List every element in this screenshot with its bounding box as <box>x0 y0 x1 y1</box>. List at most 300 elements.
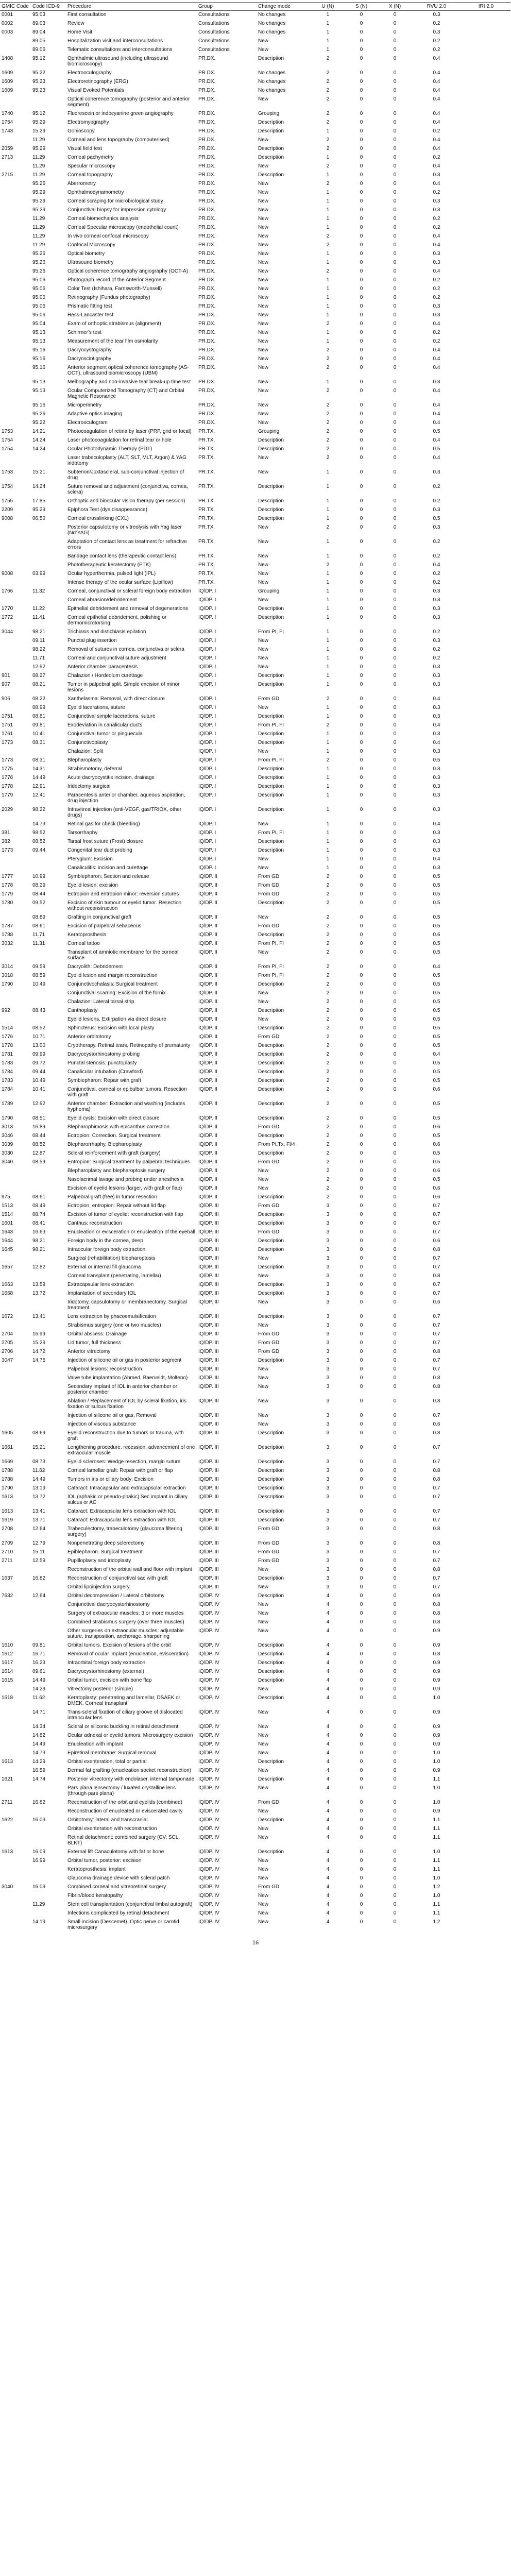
x-count-cell: 0 <box>393 38 397 44</box>
u-count-cell: 3 <box>326 1229 330 1235</box>
rvu-cell: 0.7 <box>433 1445 440 1450</box>
page-number: 16 <box>252 1940 259 1946</box>
table-row <box>0 1298 510 1313</box>
procedure-cell: Congenital tear duct probing <box>67 848 132 853</box>
s-count-cell: 0 <box>360 1660 363 1666</box>
procedure-cell: Combined corneal and vitreoretinal surgery <box>67 1884 166 1890</box>
iri-cell <box>462 1516 510 1525</box>
iri-cell <box>462 1357 510 1365</box>
procedure-cell: Orbitotomy: lateral and transcranial <box>67 1817 148 1823</box>
table-row <box>0 1059 510 1068</box>
u-count-cell: 1 <box>326 12 330 18</box>
change-mode-cell: New <box>258 1709 269 1715</box>
x-count-cell: 0 <box>393 411 397 417</box>
iri-cell <box>462 189 510 197</box>
iri-cell <box>462 401 510 410</box>
gmic-code-cell: 1657 <box>2 1264 13 1270</box>
table-row <box>0 387 510 401</box>
u-count-cell: 2 <box>326 1034 330 1040</box>
u-count-cell: 4 <box>326 1867 330 1872</box>
icd9-code-cell: 95.22 <box>32 420 46 426</box>
iri-cell <box>462 1458 510 1467</box>
icd9-code-cell <box>31 855 66 864</box>
table-row <box>0 1272 510 1281</box>
u-count-cell: 2 <box>326 1025 330 1031</box>
iri-cell <box>462 948 510 963</box>
x-count-cell: 0 <box>393 1817 397 1823</box>
iri-cell <box>462 454 510 468</box>
s-count-cell: 0 <box>360 673 363 679</box>
gmic-code-cell <box>0 646 31 654</box>
u-count-cell: 1 <box>326 606 330 612</box>
rvu-cell: 0.2 <box>433 225 440 230</box>
group-cell: IQ/DP. I <box>198 682 216 687</box>
iri-cell <box>462 241 510 250</box>
u-count-cell: 1 <box>326 312 330 318</box>
change-mode-cell: New <box>258 950 269 955</box>
u-count-cell: 4 <box>326 1750 330 1756</box>
icd9-code-cell <box>31 1627 66 1641</box>
s-count-cell: 0 <box>360 70 363 76</box>
table-row <box>0 189 510 197</box>
x-count-cell: 0 <box>393 1575 397 1581</box>
change-mode-cell: Description <box>258 1477 284 1482</box>
rvu-cell: 1.0 <box>433 1893 440 1899</box>
u-count-cell: 1 <box>326 766 330 772</box>
procedure-cell: Color Test (Ishihara, Farnsworth-Munsell) <box>67 286 162 292</box>
u-count-cell: 4 <box>326 1875 330 1881</box>
procedure-cell: Surgery of extraocular muscles: 3 or more muscles <box>67 1611 184 1616</box>
group-cell: IQ/DP. I <box>198 807 216 812</box>
procedure-cell: Palpebral graft (free) in tumor resection <box>67 1194 157 1200</box>
s-count-cell: 0 <box>360 1291 363 1296</box>
x-count-cell: 0 <box>393 242 397 248</box>
rvu-cell: 0.7 <box>433 1331 440 1337</box>
s-count-cell: 0 <box>360 1677 363 1683</box>
gmic-code-cell: 0003 <box>2 29 13 35</box>
group-cell: IQ/DP. I <box>198 766 216 772</box>
u-count-cell: 2 <box>326 411 330 417</box>
table-row <box>0 913 510 922</box>
x-count-cell: 0 <box>393 1115 397 1121</box>
icd9-code-cell <box>31 1412 66 1420</box>
change-mode-cell: From PI, FI <box>258 722 284 728</box>
table-row <box>0 250 510 259</box>
rvu-cell: 0.4 <box>433 411 440 417</box>
table-row <box>0 1694 510 1708</box>
gmic-code-cell: 1645 <box>2 1247 13 1252</box>
rvu-cell: 0.3 <box>433 830 440 836</box>
table-row <box>0 855 510 864</box>
s-count-cell: 0 <box>360 484 363 489</box>
procedure-cell: Conjunctivochalasis: Surgical treatment <box>67 981 158 987</box>
table-row <box>0 1429 510 1444</box>
u-count-cell: 1 <box>326 647 330 652</box>
s-count-cell: 0 <box>360 1733 363 1738</box>
rvu-cell: 0.6 <box>433 1194 440 1200</box>
x-count-cell: 0 <box>393 749 397 754</box>
icd9-code-cell: 98.21 <box>32 1238 46 1244</box>
u-count-cell: 1 <box>326 498 330 504</box>
gmic-code-cell: 1775 <box>2 766 13 772</box>
s-count-cell: 0 <box>360 79 363 84</box>
rvu-cell: 1.0 <box>433 1800 440 1805</box>
change-mode-cell: New <box>258 749 269 754</box>
iri-cell <box>462 364 510 378</box>
x-count-cell: 0 <box>393 990 397 996</box>
procedure-cell: Corneal transplant (penetrating, lamellar) <box>67 1273 161 1279</box>
icd9-code-cell: 16.63 <box>32 1229 46 1235</box>
x-count-cell: 0 <box>393 1349 397 1354</box>
x-count-cell: 0 <box>393 1282 397 1287</box>
u-count-cell: 3 <box>326 1323 330 1328</box>
table-row <box>0 922 510 931</box>
gmic-code-cell <box>0 1566 31 1574</box>
change-mode-cell: New <box>258 1835 269 1840</box>
u-count-cell: 4 <box>326 1651 330 1657</box>
gmic-code-cell: 1788 <box>2 932 13 938</box>
gmic-code-cell <box>0 1321 31 1330</box>
u-count-cell: 1 <box>326 784 330 789</box>
gmic-code-cell <box>0 250 31 259</box>
rvu-cell: 0.3 <box>433 469 440 475</box>
table-row <box>0 515 510 523</box>
x-count-cell: 0 <box>393 1060 397 1066</box>
change-mode-cell: New <box>258 455 269 461</box>
s-count-cell: 0 <box>360 629 363 635</box>
s-count-cell: 0 <box>360 615 363 620</box>
u-count-cell: 2 <box>326 321 330 327</box>
group-cell: IQ/DP. IV <box>198 1902 219 1907</box>
table-row <box>0 1228 510 1237</box>
rvu-cell: 0.5 <box>433 1069 440 1075</box>
column-header: Procedure <box>66 3 197 11</box>
procedure-cell: Ophthalmodynamometry <box>67 190 124 195</box>
iri-cell <box>462 206 510 215</box>
group-cell: IQ/DP. II <box>198 1078 218 1083</box>
rvu-cell: 0.9 <box>433 1686 440 1692</box>
group-cell: IQ/DP. III <box>198 1375 219 1381</box>
s-count-cell: 0 <box>360 856 363 862</box>
table-row <box>0 1158 510 1167</box>
table-row <box>0 998 510 1007</box>
procedure-cell: Epithelial debridement and removal of degenerations <box>67 606 189 612</box>
change-mode-cell: New <box>258 1768 269 1773</box>
table-row <box>0 1219 510 1228</box>
change-mode-cell: Description <box>258 792 284 798</box>
x-count-cell: 0 <box>393 1509 397 1514</box>
procedure-cell: Laser photocoagulation for retinal tear or hole <box>67 437 172 443</box>
rvu-cell: 0.8 <box>433 1619 440 1625</box>
icd9-code-cell: 13.41 <box>32 1509 46 1514</box>
procedure-cell: Eyelid lesion and margin reconstruction <box>67 973 158 978</box>
s-count-cell: 0 <box>360 1849 363 1855</box>
iri-cell <box>462 1557 510 1566</box>
iri-cell <box>462 1042 510 1050</box>
change-mode-cell: New <box>258 216 269 222</box>
change-mode-cell: New <box>258 553 269 559</box>
change-mode-cell: New <box>258 1919 269 1925</box>
table-row <box>0 1184 510 1193</box>
x-count-cell: 0 <box>393 1835 397 1840</box>
table-row <box>0 215 510 224</box>
group-cell: IQ/DP. IV <box>198 1651 219 1657</box>
x-count-cell: 0 <box>393 1150 397 1156</box>
icd9-code-cell: 12.92 <box>32 664 46 670</box>
gmic-code-cell <box>0 215 31 224</box>
iri-cell <box>462 87 510 95</box>
change-mode-cell: Description <box>258 1459 284 1465</box>
table-row <box>0 864 510 873</box>
x-count-cell: 0 <box>393 172 397 178</box>
gmic-code-cell <box>0 224 31 232</box>
procedure-cell: Scleral reinforcement with graft (surgery) <box>67 1150 161 1156</box>
u-count-cell: 2 <box>326 388 330 394</box>
procedure-cell: Nonpenetrating deep sclerectomy <box>67 1540 145 1546</box>
procedure-cell: Retinography (Fundus photography) <box>67 295 150 300</box>
u-count-cell: 2 <box>326 181 330 187</box>
table-row <box>0 523 510 538</box>
x-count-cell: 0 <box>393 1800 397 1805</box>
table-row <box>0 654 510 663</box>
gmic-code-cell: 1669 <box>2 1459 13 1465</box>
iri-cell <box>462 972 510 980</box>
procedure-cell: Symblepharon: Repair with graft <box>67 1078 141 1083</box>
icd9-code-cell <box>31 1784 66 1799</box>
iri-cell <box>462 713 510 721</box>
icd9-code-cell: 14.21 <box>32 429 46 434</box>
u-count-cell: 3 <box>326 1549 330 1555</box>
gmic-code-cell: 1617 <box>2 1660 13 1666</box>
rvu-cell: 0.7 <box>433 1212 440 1217</box>
rvu-cell: 0.3 <box>433 606 440 612</box>
group-cell: IQ/DP. III <box>198 1203 219 1209</box>
u-count-cell: 3 <box>326 1477 330 1482</box>
change-mode-cell: New <box>258 1686 269 1692</box>
rvu-cell: 0.7 <box>433 1584 440 1590</box>
x-count-cell: 0 <box>393 1238 397 1244</box>
table-row <box>0 1525 510 1539</box>
icd9-code-cell: 95.26 <box>32 181 46 187</box>
group-cell: IQ/DP. IV <box>198 1733 219 1738</box>
icd9-code-cell: 95.13 <box>32 338 46 344</box>
rvu-cell: 0.2 <box>433 47 440 53</box>
x-count-cell: 0 <box>393 1133 397 1139</box>
iri-cell <box>462 1484 510 1493</box>
table-row <box>0 1086 510 1100</box>
iri-cell <box>462 55 510 69</box>
s-count-cell: 0 <box>360 277 363 283</box>
change-mode-cell: New <box>258 1750 269 1756</box>
icd9-code-cell <box>31 1383 66 1397</box>
gmic-code-cell: 1783 <box>2 1060 13 1066</box>
iri-cell <box>462 110 510 118</box>
procedure-cell: Blepharoplasty and blepharoptosis surgery <box>67 1168 165 1174</box>
s-count-cell: 0 <box>360 1549 363 1555</box>
iri-cell <box>462 1141 510 1149</box>
change-mode-cell: New <box>258 705 269 710</box>
icd9-code-cell: 95.29 <box>32 507 46 513</box>
gmic-code-cell <box>0 410 31 419</box>
gmic-code-cell: 1778 <box>2 883 13 888</box>
procedure-cell: Chalazion / Hordeolum curettage <box>67 673 143 679</box>
s-count-cell: 0 <box>360 647 363 652</box>
group-cell: PR.TX. <box>198 507 215 513</box>
icd9-code-cell: 16.59 <box>32 1768 46 1773</box>
change-mode-cell: Description <box>258 740 284 745</box>
icd9-code-cell <box>31 454 66 468</box>
group-cell: IQ/DP. III <box>198 1430 219 1436</box>
table-row <box>0 20 510 28</box>
group-cell: IQ/DP. IV <box>198 1826 219 1832</box>
procedure-cell: Ophthalmic ultrasound (including ultrasound biomicroscopy) <box>67 56 168 67</box>
x-count-cell: 0 <box>393 1642 397 1648</box>
group-cell: PR.TX. <box>198 429 215 434</box>
x-count-cell: 0 <box>393 338 397 344</box>
procedure-cell: In vivo corneal confocal microscopy <box>67 233 149 239</box>
u-count-cell: 1 <box>326 277 330 283</box>
change-mode-cell: Description <box>258 1247 284 1252</box>
iri-cell <box>462 1784 510 1799</box>
icd9-code-cell: 08.29 <box>32 883 46 888</box>
icd9-code-cell: 95.06 <box>32 277 46 283</box>
gmic-code-cell: 1613 <box>2 1494 13 1500</box>
s-count-cell: 0 <box>360 1893 363 1899</box>
x-count-cell: 0 <box>393 821 397 827</box>
s-count-cell: 0 <box>360 1826 363 1832</box>
icd9-code-cell: 15.11 <box>32 1549 45 1555</box>
procedure-cell: Iridotomy, capsulotomy or membranectomy. Surgical treatment <box>67 1299 187 1311</box>
icd9-code-cell: 11.71 <box>32 655 45 661</box>
x-count-cell: 0 <box>393 1724 397 1730</box>
s-count-cell: 0 <box>360 356 363 362</box>
group-cell: IQ/DP. III <box>198 1282 219 1287</box>
table-row <box>0 1374 510 1383</box>
rvu-cell: 0.7 <box>433 1229 440 1235</box>
rvu-cell: 1.2 <box>433 1884 440 1890</box>
s-count-cell: 0 <box>360 1919 363 1925</box>
x-count-cell: 0 <box>393 56 397 61</box>
procedure-cell: Measurement of the tear film osmolarity <box>67 338 158 344</box>
group-cell: IQ/DP. I <box>198 655 216 661</box>
iri-cell <box>462 570 510 579</box>
gmic-code-cell: 2710 <box>2 1549 13 1555</box>
group-cell: IQ/DP. IV <box>198 1686 219 1692</box>
change-mode-cell: New <box>258 47 269 53</box>
x-count-cell: 0 <box>393 784 397 789</box>
x-count-cell: 0 <box>393 1421 397 1427</box>
iri-cell <box>462 1015 510 1024</box>
u-count-cell: 3 <box>326 1212 330 1217</box>
x-count-cell: 0 <box>393 1101 397 1107</box>
group-cell: IQ/DP. III <box>198 1291 219 1296</box>
procedure-cell: Eyelid lacerations, suture <box>67 705 125 710</box>
u-count-cell: 2 <box>326 455 330 461</box>
gmic-code-cell: 1613 <box>2 1849 13 1855</box>
rvu-cell: 0.2 <box>433 498 440 504</box>
rvu-cell: 0.7 <box>433 1485 440 1491</box>
gmic-code-cell: 1753 <box>2 429 13 434</box>
procedure-cell: Electromyography <box>67 120 109 125</box>
rvu-cell: 1.1 <box>433 1826 440 1832</box>
group-cell: IQ/DP. IV <box>198 1893 219 1899</box>
group-cell: PR.DX. <box>198 155 216 160</box>
iri-cell <box>462 1246 510 1255</box>
group-cell: IQ/DP. I <box>198 856 216 862</box>
iri-cell <box>462 1668 510 1676</box>
change-mode-cell: Description <box>258 1101 284 1107</box>
rvu-cell: 0.5 <box>433 1133 440 1139</box>
gmic-code-cell: 9008 <box>2 516 13 521</box>
s-count-cell: 0 <box>360 120 363 125</box>
table-row <box>0 1799 510 1807</box>
gmic-code-cell: 2705 <box>2 1340 13 1346</box>
procedure-cell: Scleral or siliconic buckling in retinal detachment <box>67 1724 179 1730</box>
u-count-cell: 4 <box>326 1826 330 1832</box>
change-mode-cell: From GD <box>258 1203 280 1209</box>
procedure-cell: Orbital tumors. Excision of lesions of the orbit <box>67 1642 171 1648</box>
s-count-cell: 0 <box>360 932 363 938</box>
group-cell: IQ/DP. I <box>198 629 216 635</box>
table-row <box>0 1609 510 1618</box>
x-count-cell: 0 <box>393 629 397 635</box>
group-cell: PR.DX. <box>198 137 216 143</box>
x-count-cell: 0 <box>393 1660 397 1666</box>
s-count-cell: 0 <box>360 1238 363 1244</box>
change-mode-cell: New <box>258 402 269 408</box>
group-cell: PR.TX. <box>198 516 215 521</box>
gmic-code-cell: 3039 <box>2 1142 13 1147</box>
icd9-code-cell: 89.05 <box>32 38 46 44</box>
x-count-cell: 0 <box>393 1177 397 1182</box>
group-cell: IQ/DP. I <box>198 757 216 763</box>
x-count-cell: 0 <box>393 1459 397 1465</box>
procedure-cell: Reconstruction of enucleated or eviscerated cavity <box>67 1808 183 1814</box>
iri-cell <box>462 1799 510 1807</box>
gmic-code-cell: 907 <box>2 682 10 687</box>
change-mode-cell: From PI, FI <box>258 973 284 978</box>
gmic-code-cell <box>0 1298 31 1313</box>
gmic-code-cell <box>0 552 31 561</box>
rvu-cell: 0.3 <box>433 766 440 772</box>
rvu-cell: 0.5 <box>433 1150 440 1156</box>
x-count-cell: 0 <box>393 1413 397 1418</box>
s-count-cell: 0 <box>360 295 363 300</box>
s-count-cell: 0 <box>360 539 363 545</box>
x-count-cell: 0 <box>393 1203 397 1209</box>
rvu-cell: 0.3 <box>433 312 440 318</box>
gmic-code-cell <box>0 364 31 378</box>
iri-cell <box>462 20 510 28</box>
s-count-cell: 0 <box>360 1025 363 1031</box>
gmic-code-cell: 2709 <box>2 1540 13 1546</box>
gmic-code-cell: 1790 <box>2 981 13 987</box>
u-count-cell: 1 <box>326 673 330 679</box>
iri-cell <box>462 224 510 232</box>
group-cell: IQ/DP. III <box>198 1358 219 1363</box>
column-header: Code ICD-9 <box>31 3 66 11</box>
change-mode-cell: Description <box>258 56 284 61</box>
rvu-cell: 1.0 <box>433 1849 440 1855</box>
rvu-cell: 0.4 <box>433 347 440 353</box>
icd9-code-cell: 98.21 <box>32 629 46 635</box>
u-count-cell: 1 <box>326 484 330 489</box>
iri-cell <box>462 681 510 695</box>
s-count-cell: 0 <box>360 1910 363 1916</box>
change-mode-cell: Description <box>258 437 284 443</box>
change-mode-cell: Description <box>258 1025 284 1031</box>
group-cell: PR.TX. <box>198 437 215 443</box>
